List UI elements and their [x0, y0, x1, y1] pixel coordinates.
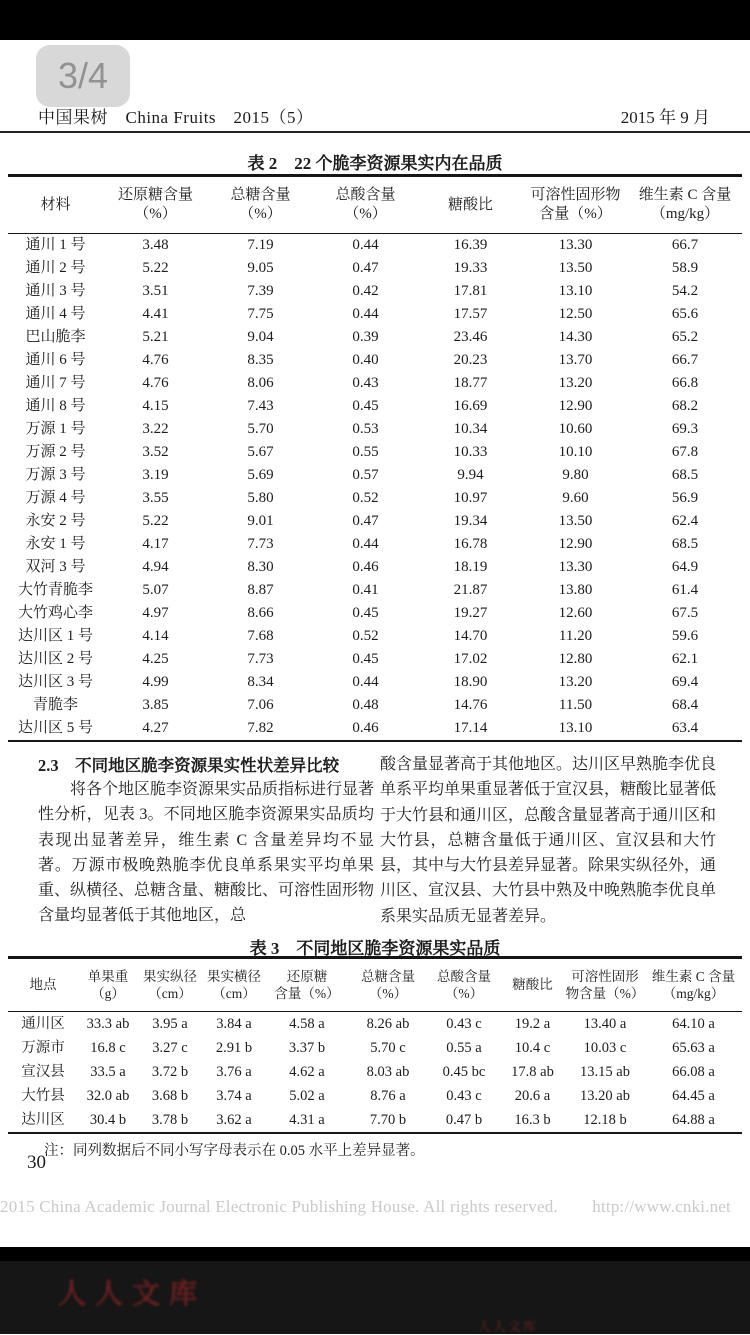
table-cell: 0.52: [352, 490, 379, 506]
table-cell: 5.80: [247, 490, 274, 506]
table-cell: 3.76 a: [216, 1064, 252, 1080]
table-cell: 54.2: [671, 283, 699, 299]
table-cell: 7.19: [247, 237, 274, 253]
table-cell: 9.60: [562, 490, 589, 506]
table-cell: 17.02: [453, 651, 488, 667]
table-cell: 8.35: [247, 352, 274, 368]
table-cell: 13.50: [558, 513, 593, 529]
table-cell: 7.75: [247, 306, 274, 322]
table-row: [8, 395, 742, 418]
table-cell: 7.82: [247, 720, 274, 736]
table-cell: 0.45: [352, 651, 379, 667]
table-cell: 66.08 a: [672, 1064, 715, 1080]
table-cell: 0.39: [352, 329, 379, 345]
table-cell: 5.07: [142, 582, 169, 598]
table-cell: 0.45: [352, 605, 379, 621]
column-header: 果实横径 （cm）: [202, 958, 266, 1012]
table-cell: 0.55: [352, 444, 379, 460]
table-cell: 0.53: [352, 421, 379, 437]
table-cell: 0.47: [352, 260, 379, 276]
table-cell: 通川 6 号: [25, 352, 86, 368]
table-cell: 7.73: [247, 651, 274, 667]
page-number: 30: [27, 1152, 46, 1173]
table-row: [8, 326, 742, 349]
table-cell: 达川区 3 号: [17, 674, 93, 690]
table-cell: 64.10 a: [672, 1016, 715, 1032]
table-cell: 0.45: [352, 398, 379, 414]
table-cell: 4.17: [142, 536, 169, 552]
table-cell: 0.43 c: [446, 1016, 482, 1032]
table-cell: 4.62 a: [289, 1064, 325, 1080]
table-cell: 3.52: [142, 444, 169, 460]
table-cell: 18.90: [453, 674, 488, 690]
table-cell: 7.43: [247, 398, 274, 414]
table-cell: 万源 4 号: [25, 490, 86, 506]
table-cell: 3.51: [142, 283, 169, 299]
table-cell: 3.95 a: [152, 1016, 188, 1032]
table-row: [8, 717, 742, 741]
table-cell: 5.70: [247, 421, 274, 437]
table-row: [8, 349, 742, 372]
table-cell: 3.37 b: [288, 1040, 326, 1056]
table-row: [8, 418, 742, 441]
table-cell: 4.76: [142, 352, 169, 368]
page-indicator-badge: [36, 45, 130, 107]
table-cell: 68.5: [671, 467, 699, 483]
table-cell: 19.33: [453, 260, 488, 276]
table-cell: 65.6: [671, 306, 699, 322]
table3-title: 表 3 不同地区脆李资源果实品质: [249, 939, 501, 958]
table-cell: 3.74 a: [216, 1088, 252, 1104]
table-cell: 通川 4 号: [25, 306, 86, 322]
table-cell: 3.78 b: [151, 1112, 189, 1128]
table-cell: 10.4 c: [514, 1040, 551, 1056]
table-cell: 0.44: [352, 536, 379, 552]
table-cell: 青脆李: [32, 697, 78, 713]
table-cell: 16.78: [453, 536, 488, 552]
region-quality-table: [8, 956, 742, 1134]
table-row: [8, 671, 742, 694]
table-cell: 19.2 a: [514, 1016, 551, 1032]
table-cell: 0.44: [352, 674, 379, 690]
table-cell: 4.25: [142, 651, 169, 667]
table-cell: 永安 1 号: [25, 536, 86, 552]
table-cell: 17.57: [453, 306, 488, 322]
table-cell: 4.31 a: [289, 1112, 325, 1128]
table-cell: 8.26 ab: [366, 1016, 410, 1032]
table-cell: 万源 2 号: [25, 444, 86, 460]
table-cell: 18.19: [453, 559, 488, 575]
header-rule: [0, 131, 750, 133]
table-cell: 0.44: [352, 306, 379, 322]
table-cell: 5.21: [142, 329, 169, 345]
table-cell: 67.8: [671, 444, 699, 460]
table-row: [8, 1084, 742, 1108]
table-cell: 0.43 c: [446, 1088, 482, 1104]
table-cell: 0.55 a: [446, 1040, 482, 1056]
column-header: 地点: [8, 958, 78, 1012]
table-row: [8, 257, 742, 280]
table-cell: 3.85: [142, 697, 169, 713]
table-cell: 10.34: [453, 421, 488, 437]
table-cell: 4.58 a: [289, 1016, 325, 1032]
table-cell: 0.46: [352, 720, 379, 736]
table-cell: 13.20: [558, 375, 593, 391]
column-header: 材料: [8, 176, 103, 234]
table-cell: 64.45 a: [672, 1088, 715, 1104]
copyright-footer: 2015 China Academic Journal Electronic Publishing House. All rights reserved. http://www.cnki.net: [0, 1197, 731, 1216]
table-cell: 大竹青脆李: [17, 582, 93, 598]
table-cell: 大竹鸡心李: [17, 605, 93, 621]
table-cell: 8.03 ab: [366, 1064, 410, 1080]
table-cell: 3.48: [142, 237, 169, 253]
table-row: [8, 487, 742, 510]
table-cell: 16.39: [453, 237, 488, 253]
table-cell: 12.18 b: [583, 1112, 627, 1128]
table-cell: 2.91 b: [215, 1040, 253, 1056]
section-heading: 2.3 不同地区脆李资源果实性状差异比较: [38, 756, 340, 775]
watermark-text: 人人文库: [58, 1279, 207, 1310]
table-cell: 4.41: [142, 306, 169, 322]
table-row: [8, 579, 742, 602]
table-cell: 13.50: [558, 260, 593, 276]
table-cell: 0.57: [352, 467, 379, 483]
table-cell: 65.63 a: [672, 1040, 715, 1056]
table-cell: 0.45 bc: [442, 1064, 486, 1080]
table-cell: 0.47 b: [445, 1112, 483, 1128]
table-row: [8, 1108, 742, 1133]
table-row: [8, 234, 742, 258]
column-header: 总酸含量 （%）: [313, 176, 418, 234]
column-header: 总糖含量 （%）: [208, 176, 313, 234]
table-cell: 0.41: [352, 582, 379, 598]
column-header: 还原糖 含量（%）: [266, 958, 348, 1012]
table-cell: 8.87: [247, 582, 274, 598]
table-cell: 13.40 a: [583, 1016, 627, 1032]
column-header: 总糖含量 （%）: [348, 958, 428, 1012]
table-row: [8, 694, 742, 717]
table-cell: 8.06: [247, 375, 274, 391]
table-cell: 11.20: [558, 628, 593, 644]
table-cell: 大竹县: [21, 1088, 65, 1104]
table-cell: 13.80: [558, 582, 593, 598]
table-cell: 10.03 c: [583, 1040, 627, 1056]
table-cell: 63.4: [671, 720, 699, 736]
table-cell: 5.70 c: [370, 1040, 406, 1056]
journal-header: 中国果树 China Fruits 2015（5）: [38, 108, 314, 127]
table-cell: 0.47: [352, 513, 379, 529]
divider-bar: [0, 1247, 750, 1261]
table-cell: 12.80: [558, 651, 593, 667]
table-cell: 0.52: [352, 628, 379, 644]
table-cell: 10.33: [453, 444, 488, 460]
page-indicator-label: 3/4: [57, 55, 109, 96]
table-cell: 9.01: [247, 513, 274, 529]
table-cell: 16.8 c: [90, 1040, 126, 1056]
table-cell: 13.30: [558, 559, 593, 575]
table-cell: 达川区: [21, 1112, 65, 1128]
table-cell: 66.7: [671, 237, 699, 253]
table-cell: 巴山脆李: [25, 329, 86, 345]
table-cell: 10.60: [558, 421, 593, 437]
table-cell: 58.9: [671, 260, 699, 276]
table-cell: 通川 8 号: [25, 398, 86, 414]
table-cell: 10.10: [558, 444, 593, 460]
table-cell: 17.8 ab: [511, 1064, 554, 1080]
table-cell: 14.30: [558, 329, 593, 345]
table-cell: 10.97: [453, 490, 488, 506]
table-cell: 4.15: [142, 398, 169, 414]
table-cell: 61.4: [671, 582, 699, 598]
table-cell: 0.44: [352, 237, 379, 253]
table-cell: 7.39: [247, 283, 274, 299]
table-cell: 4.14: [142, 628, 169, 644]
table-cell: 9.05: [247, 260, 274, 276]
table-cell: 0.40: [352, 352, 379, 368]
table-cell: 5.67: [247, 444, 274, 460]
table-cell: 16.69: [453, 398, 488, 414]
column-header: 单果重 （g）: [78, 958, 138, 1012]
issue-date: 2015 年 9 月: [620, 108, 710, 127]
table-cell: 12.90: [558, 536, 593, 552]
table-cell: 33.5 a: [90, 1064, 126, 1080]
table-cell: 0.46: [352, 559, 379, 575]
table-cell: 32.0 ab: [86, 1088, 130, 1104]
table-cell: 4.97: [142, 605, 169, 621]
table-cell: 21.87: [453, 582, 488, 598]
column-header: 维生素 C 含量 （mg/kg）: [628, 176, 742, 234]
table3-note: 注：同列数据后不同小写字母表示在 0.05 水平上差异显著。: [44, 1143, 425, 1159]
table-row: [8, 464, 742, 487]
table-cell: 33.3 ab: [86, 1016, 130, 1032]
table-row: [8, 1060, 742, 1084]
table-cell: 0.48: [352, 697, 379, 713]
table-cell: 通川 2 号: [25, 260, 86, 276]
table-cell: 5.22: [142, 260, 169, 276]
table-cell: 5.69: [247, 467, 274, 483]
table-cell: 9.04: [247, 329, 274, 345]
table-cell: 13.20: [558, 674, 593, 690]
table-cell: 4.27: [142, 720, 169, 736]
table-cell: 通川区: [21, 1016, 65, 1032]
table-cell: 64.88 a: [672, 1112, 715, 1128]
table-cell: 20.23: [453, 352, 488, 368]
table-cell: 12.50: [558, 306, 593, 322]
table-cell: 66.8: [671, 375, 699, 391]
table-cell: 通川 7 号: [25, 375, 86, 391]
column-header: 糖酸比: [418, 176, 523, 234]
table-cell: 4.94: [142, 559, 169, 575]
table-cell: 8.30: [247, 559, 274, 575]
table2-title: 表 2 22 个脆李资源果实内在品质: [247, 154, 503, 173]
table-row: [8, 648, 742, 671]
table-cell: 12.90: [558, 398, 593, 414]
table-row: [8, 533, 742, 556]
table-cell: 5.02 a: [289, 1088, 325, 1104]
table-cell: 0.43: [352, 375, 379, 391]
table-cell: 双河 3 号: [25, 559, 86, 575]
table-cell: 宣汉县: [21, 1064, 65, 1080]
table-cell: 万源市: [21, 1040, 65, 1056]
table-row: [8, 625, 742, 648]
table-row: [8, 556, 742, 579]
table-cell: 17.81: [453, 283, 488, 299]
table-row: [8, 280, 742, 303]
table-cell: 13.10: [558, 720, 593, 736]
bottom-toolbar-band[interactable]: [0, 1261, 750, 1334]
inner-quality-table: [8, 174, 742, 742]
table-cell: 19.27: [453, 605, 488, 621]
table-cell: 3.72 b: [151, 1064, 189, 1080]
table-cell: 3.62 a: [216, 1112, 252, 1128]
column-header: 糖酸比: [500, 958, 565, 1012]
table-cell: 13.20 ab: [580, 1088, 630, 1104]
table-cell: 达川区 5 号: [17, 720, 93, 736]
table-cell: 20.6 a: [514, 1088, 551, 1104]
table-cell: 3.27 c: [152, 1040, 188, 1056]
table-cell: 7.70 b: [369, 1112, 407, 1128]
table-cell: 4.99: [142, 674, 169, 690]
table-cell: 14.76: [453, 697, 488, 713]
table-cell: 万源 3 号: [25, 467, 86, 483]
column-header: 可溶性固形 物含量（%）: [565, 958, 645, 1012]
table-cell: 68.5: [671, 536, 699, 552]
table-cell: 9.80: [562, 467, 589, 483]
column-header: 果实纵径 （cm）: [138, 958, 202, 1012]
table-cell: 66.7: [671, 352, 699, 368]
table-cell: 7.73: [247, 536, 274, 552]
table-row: [8, 303, 742, 326]
table-row: [8, 602, 742, 625]
table-row: [8, 441, 742, 464]
table-cell: 3.19: [142, 467, 169, 483]
table-cell: 13.10: [558, 283, 593, 299]
table-row: [8, 1012, 742, 1037]
table-cell: 59.6: [671, 628, 699, 644]
table-cell: 16.3 b: [514, 1112, 551, 1128]
table-cell: 69.3: [671, 421, 699, 437]
table-cell: 7.06: [247, 697, 274, 713]
table-row: [8, 510, 742, 533]
table-cell: 19.34: [453, 513, 488, 529]
table-cell: 9.94: [457, 467, 484, 483]
table-cell: 通川 1 号: [25, 237, 86, 253]
table-cell: 64.9: [671, 559, 699, 575]
table-cell: 69.4: [671, 674, 699, 690]
body-paragraph-right: 酸含量显著高于其他地区。达川区早熟脆李优良单系平均单果重显著低于宣汉县，糖酸比显著低于大竹县和通川区，总酸含量显著高于通川区和大竹县，总糖含量低于通川区、宣汉县和大竹县，其中与大竹县差异显著。除果实纵径外，通川区、宣汉县、大竹县中熟及中晚熟脆李优良单系果实品质无显著差异。: [380, 756, 717, 925]
table-cell: 4.76: [142, 375, 169, 391]
table-cell: 达川区 2 号: [17, 651, 93, 667]
table-cell: 62.4: [671, 513, 699, 529]
table-cell: 永安 2 号: [25, 513, 86, 529]
table-cell: 7.68: [247, 628, 274, 644]
body-paragraph-left: 将各个地区脆李资源果实品质指标进行显著性分析，见表 3。不同地区脆李资源果实品质均表现出显著差异，维生素 C 含量差异均不显著。万源市极晚熟脆李优良单系果实平均单果重、纵横径、总糖含量、糖酸比、可溶性固形物含量均显著低于其他地区，总: [38, 781, 375, 925]
table-cell: 30.4 b: [89, 1112, 127, 1128]
table-cell: 8.66: [247, 605, 274, 621]
table-cell: 通川 3 号: [25, 283, 86, 299]
status-bar: [0, 0, 750, 40]
table-cell: 65.2: [671, 329, 699, 345]
column-header: 可溶性固形物 含量（%）: [523, 176, 628, 234]
watermark-small-text: 人人文库: [478, 1319, 539, 1334]
table-row: [8, 372, 742, 395]
table-row: [8, 1036, 742, 1060]
table-cell: 3.68 b: [151, 1088, 189, 1104]
table-cell: 17.14: [453, 720, 488, 736]
table-cell: 3.84 a: [216, 1016, 252, 1032]
table-cell: 3.22: [142, 421, 169, 437]
column-header: 总酸含量 （%）: [428, 958, 500, 1012]
table-cell: 0.42: [352, 283, 379, 299]
table-cell: 18.77: [453, 375, 488, 391]
table-cell: 12.60: [558, 605, 593, 621]
table-cell: 14.70: [453, 628, 488, 644]
table-cell: 8.34: [247, 674, 274, 690]
table-cell: 达川区 1 号: [17, 628, 93, 644]
table-cell: 13.15 ab: [580, 1064, 630, 1080]
table-cell: 3.55: [142, 490, 169, 506]
column-header: 维生素 C 含量 （mg/kg）: [645, 958, 742, 1012]
table-cell: 68.2: [671, 398, 699, 414]
column-header: 还原糖含量 （%）: [103, 176, 208, 234]
table-cell: 万源 1 号: [25, 421, 86, 437]
table-cell: 56.9: [671, 490, 699, 506]
table-cell: 62.1: [671, 651, 699, 667]
table-cell: 67.5: [671, 605, 699, 621]
table-cell: 13.70: [558, 352, 593, 368]
table-cell: 13.30: [558, 237, 593, 253]
table-cell: 68.4: [671, 697, 699, 713]
table-cell: 23.46: [453, 329, 488, 345]
table-cell: 5.22: [142, 513, 169, 529]
table-cell: 11.50: [558, 697, 593, 713]
table-cell: 8.76 a: [370, 1088, 406, 1104]
